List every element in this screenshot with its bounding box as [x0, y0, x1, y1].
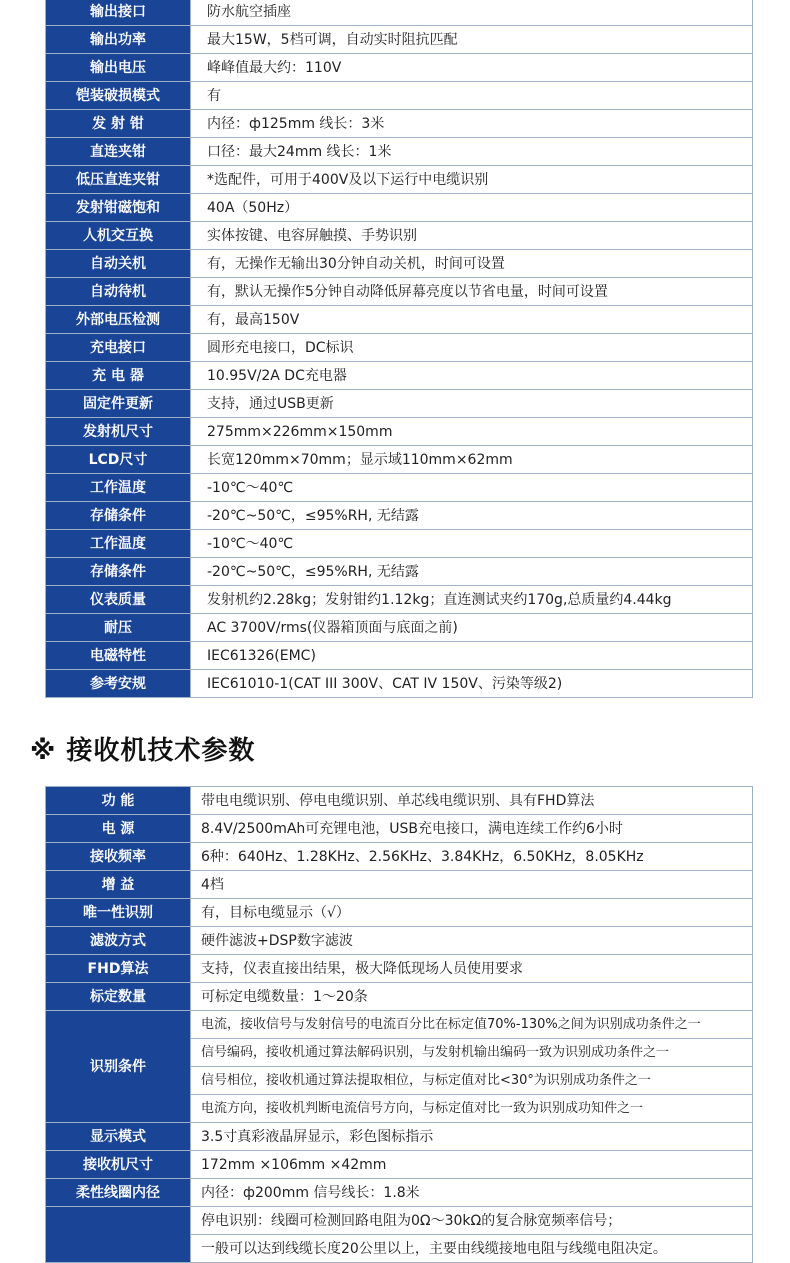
row-label: 识别条件: [46, 1011, 191, 1123]
row-label: 耐压: [46, 614, 191, 642]
row-label: 外部电压检测: [46, 306, 191, 334]
table-row: [46, 362, 753, 390]
row-value: 10.95V/2A DC充电器: [191, 362, 753, 390]
row-label: 唯一性识别: [46, 899, 191, 927]
row-value: 硬件滤波+DSP数字滤波: [191, 927, 753, 955]
table-row: [46, 82, 753, 110]
row-label: FHD算法: [46, 955, 191, 983]
table-row: [46, 278, 753, 306]
row-label: 发射机尺寸: [46, 418, 191, 446]
row-value: -10℃～40℃: [191, 530, 753, 558]
row-value: 支持，通过USB更新: [191, 390, 753, 418]
row-label: 工作温度: [46, 530, 191, 558]
table-row: [46, 1123, 753, 1151]
table-row: [46, 530, 753, 558]
row-label: 电 源: [46, 815, 191, 843]
row-value: 有，默认无操作5分钟自动降低屏幕亮度以节省电量，时间可设置: [191, 278, 753, 306]
table-row: [46, 390, 753, 418]
table-row: [46, 614, 753, 642]
table-row: [46, 334, 753, 362]
row-label: 输出接口: [46, 0, 191, 26]
table-row: [46, 194, 753, 222]
table-row: [46, 306, 753, 334]
row-value: 有，无操作无输出30分钟自动关机，时间可设置: [191, 250, 753, 278]
row-value: 电流，接收信号与发射信号的电流百分比在标定值70%-130%之间为识别成功条件之一: [191, 1011, 753, 1039]
table-row: [46, 787, 753, 815]
table-row: [46, 250, 753, 278]
table-row: [46, 670, 753, 698]
row-value: 长宽120mm×70mm；显示域110mm×62mm: [191, 446, 753, 474]
row-label: 人机交互换: [46, 222, 191, 250]
row-value: 6种：640Hz、1.28KHz、2.56KHz、3.84KHz，6.50KHz，8.05KHz: [191, 843, 753, 871]
row-label: 发 射 钳: [46, 110, 191, 138]
table-row: [46, 955, 753, 983]
row-value: 有，目标电缆显示（√）: [191, 899, 753, 927]
row-value: 信号相位，接收机通过算法提取相位，与标定值对比<30°为识别成功条件之一: [191, 1067, 753, 1095]
row-label: 显示模式: [46, 1123, 191, 1151]
row-label: 固定件更新: [46, 390, 191, 418]
row-label: 充 电 器: [46, 362, 191, 390]
row-value: 发射机约2.28kg；发射钳约1.12kg；直连测试夹约170g,总质量约4.44kg: [191, 586, 753, 614]
table-row: [46, 54, 753, 82]
row-label: 工作温度: [46, 474, 191, 502]
table-row: [46, 983, 753, 1011]
row-value: 3.5寸真彩液晶屏显示，彩色图标指示: [191, 1123, 753, 1151]
table-row: [46, 26, 753, 54]
row-label: 存储条件: [46, 558, 191, 586]
table-row: [46, 815, 753, 843]
row-label: 标定数量: [46, 983, 191, 1011]
row-value: 有: [191, 82, 753, 110]
table-row: [46, 502, 753, 530]
row-label: 功 能: [46, 787, 191, 815]
row-label: LCD尺寸: [46, 446, 191, 474]
table-row: [46, 418, 753, 446]
receiver-spec-table: [45, 786, 753, 1263]
row-label: 接收机尺寸: [46, 1151, 191, 1179]
transmitter-spec-table: [45, 0, 753, 698]
table-row: [46, 927, 753, 955]
row-value: 内径：ф125mm 线长：3米: [191, 110, 753, 138]
row-value: -20℃~50℃，≤95%RH, 无结露: [191, 558, 753, 586]
table-row: [46, 222, 753, 250]
row-value: 支持，仪表直接出结果，极大降低现场人员使用要求: [191, 955, 753, 983]
row-label: 输出功率: [46, 26, 191, 54]
row-value: 4档: [191, 871, 753, 899]
table-row: [46, 0, 753, 26]
row-label: 存储条件: [46, 502, 191, 530]
row-value: *选配件，可用于400V及以下运行中电缆识别: [191, 166, 753, 194]
row-value: 275mm×226mm×150mm: [191, 418, 753, 446]
row-value: -10℃～40℃: [191, 474, 753, 502]
table-row: [46, 166, 753, 194]
row-label: [46, 1207, 191, 1263]
row-label: 仪表质量: [46, 586, 191, 614]
row-value: 可标定电缆数量：1～20条: [191, 983, 753, 1011]
row-label: 发射钳磁饱和: [46, 194, 191, 222]
table-row: [46, 1207, 753, 1235]
row-value: 圆形充电接口，DC标识: [191, 334, 753, 362]
row-value: 防水航空插座: [191, 0, 753, 26]
row-value: 172mm ×106mm ×42mm: [191, 1151, 753, 1179]
row-value: 信号编码，接收机通过算法解码识别，与发射机输出编码一致为识别成功条件之一: [191, 1039, 753, 1067]
row-value: 内径：ф200mm 信号线长：1.8米: [191, 1179, 753, 1207]
row-label: 低压直连夹钳: [46, 166, 191, 194]
row-value: 电流方向，接收机判断电流信号方向，与标定值对比一致为识别成功知件之一: [191, 1095, 753, 1123]
row-value: IEC61326(EMC): [191, 642, 753, 670]
table-row: [46, 586, 753, 614]
table-row: [46, 1011, 753, 1039]
row-value: 有，最高150V: [191, 306, 753, 334]
row-label: 滤波方式: [46, 927, 191, 955]
table-row: [46, 1179, 753, 1207]
row-value: IEC61010-1(CAT III 300V、CAT IV 150V、污染等级2): [191, 670, 753, 698]
row-value: 一般可以达到线缆长度20公里以上，主要由线缆接地电阻与线缆电阻决定。: [191, 1235, 753, 1263]
row-value: 峰峰值最大约：110V: [191, 54, 753, 82]
row-value: 带电电缆识别、停电电缆识别、单芯线电缆识别、具有FHD算法: [191, 787, 753, 815]
table-row: [46, 138, 753, 166]
row-label: 输出电压: [46, 54, 191, 82]
row-value: 40A（50Hz）: [191, 194, 753, 222]
row-label: 自动待机: [46, 278, 191, 306]
row-label: 电磁特性: [46, 642, 191, 670]
transmitter-spec-body: [46, 0, 753, 698]
table-row: [46, 558, 753, 586]
table-row: [46, 899, 753, 927]
table-row: [46, 1151, 753, 1179]
table-row: [46, 843, 753, 871]
row-label: 铠装破损模式: [46, 82, 191, 110]
table-row: [46, 446, 753, 474]
row-value: 停电识别：线圈可检测回路电阻为0Ω～30kΩ的复合脉宽频率信号；: [191, 1207, 753, 1235]
table-row: [46, 642, 753, 670]
receiver-section-title: ※ 接收机技术参数: [30, 736, 256, 766]
row-value: 8.4V/2500mAh可充锂电池，USB充电接口，满电连续工作约6小时: [191, 815, 753, 843]
table-row: [46, 871, 753, 899]
table-row: [46, 474, 753, 502]
row-label: 参考安规: [46, 670, 191, 698]
row-label: 自动关机: [46, 250, 191, 278]
row-label: 接收频率: [46, 843, 191, 871]
row-label: 柔性线圈内径: [46, 1179, 191, 1207]
row-label: 增 益: [46, 871, 191, 899]
row-value: AC 3700V/rms(仪器箱顶面与底面之前): [191, 614, 753, 642]
table-row: [46, 110, 753, 138]
row-value: -20℃~50℃，≤95%RH, 无结露: [191, 502, 753, 530]
row-value: 口径：最大24mm 线长：1米: [191, 138, 753, 166]
row-label: 直连夹钳: [46, 138, 191, 166]
row-value: 实体按键、电容屏触摸、手势识别: [191, 222, 753, 250]
row-label: 充电接口: [46, 334, 191, 362]
row-value: 最大15W，5档可调，自动实时阻抗匹配: [191, 26, 753, 54]
